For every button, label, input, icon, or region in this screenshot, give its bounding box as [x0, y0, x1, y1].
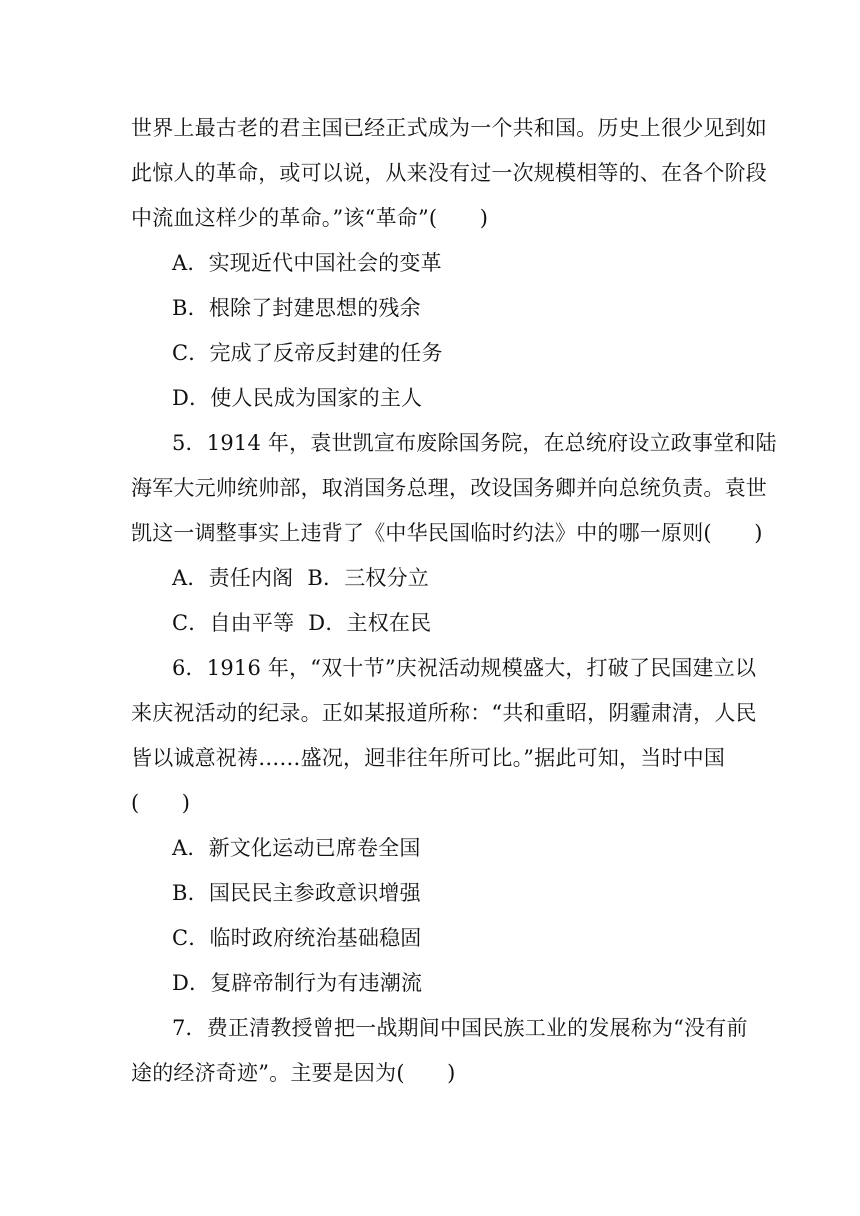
q7-stem-line-1: 7．费正清教授曾把一战期间中国民族工业的发展称为“没有前	[172, 1016, 748, 1040]
q6-stem-line-2: 来庆祝活动的纪录。正如某报道所称：“共和重昭，阴霾肃清，人民	[131, 701, 757, 725]
q7-stem-line-2: 途的经济奇迹”。主要是因为( )	[131, 1061, 456, 1085]
q5-stem-line-3: 凯这一调整事实上违背了《中华民国临时约法》中的哪一原则( )	[131, 521, 763, 545]
q5-option-c: C．自由平等	[172, 611, 295, 635]
q6-option-b: B．国民民主参政意识增强	[172, 881, 421, 905]
q5-option-b: B．三权分立	[307, 566, 430, 590]
q5-options-row-2	[172, 608, 431, 638]
q6-option-d: D．复辟帝制行为有违潮流	[172, 971, 423, 995]
q6-stem-line-3: 皆以诚意祝祷……盛况，迥非往年所可比。”据此可知，当时中国	[131, 746, 726, 770]
q5-options-row-1	[172, 563, 429, 593]
q4-option-c: C．完成了反帝反封建的任务	[172, 341, 443, 365]
q5-option-a: A．责任内阁	[172, 566, 294, 590]
q6-option-c: C．临时政府统治基础稳固	[172, 926, 422, 950]
q4-option-b: B．根除了封建思想的残余	[172, 296, 421, 320]
q4-option-d: D．使人民成为国家的主人	[172, 386, 423, 410]
q5-option-d: D．主权在民	[308, 611, 432, 635]
q4-option-a: A．实现近代中国社会的变革	[172, 251, 442, 275]
q4-stem-line-2: 此惊人的革命，或可以说，从来没有过一次规模相等的、在各个阶段	[131, 161, 767, 185]
q6-option-a: A．新文化运动已席卷全国	[172, 836, 421, 860]
q4-stem-line-1: 世界上最古老的君主国已经正式成为一个共和国。历史上很少见到如	[131, 116, 767, 140]
q6-stem-line-4: ( )	[131, 791, 191, 815]
q5-stem-line-2: 海军大元帅统帅部，取消国务总理，改设国务卿并向总统负责。袁世	[131, 476, 767, 500]
q4-stem-line-3: 中流血这样少的革命。”该“革命”( )	[131, 206, 489, 230]
q5-stem-line-1: 5．1914 年，袁世凯宣布废除国务院，在总统府设立政事堂和陆	[172, 431, 777, 455]
q6-stem-line-1: 6．1916 年，“双十节”庆祝活动规模盛大，打破了民国建立以	[172, 656, 757, 680]
